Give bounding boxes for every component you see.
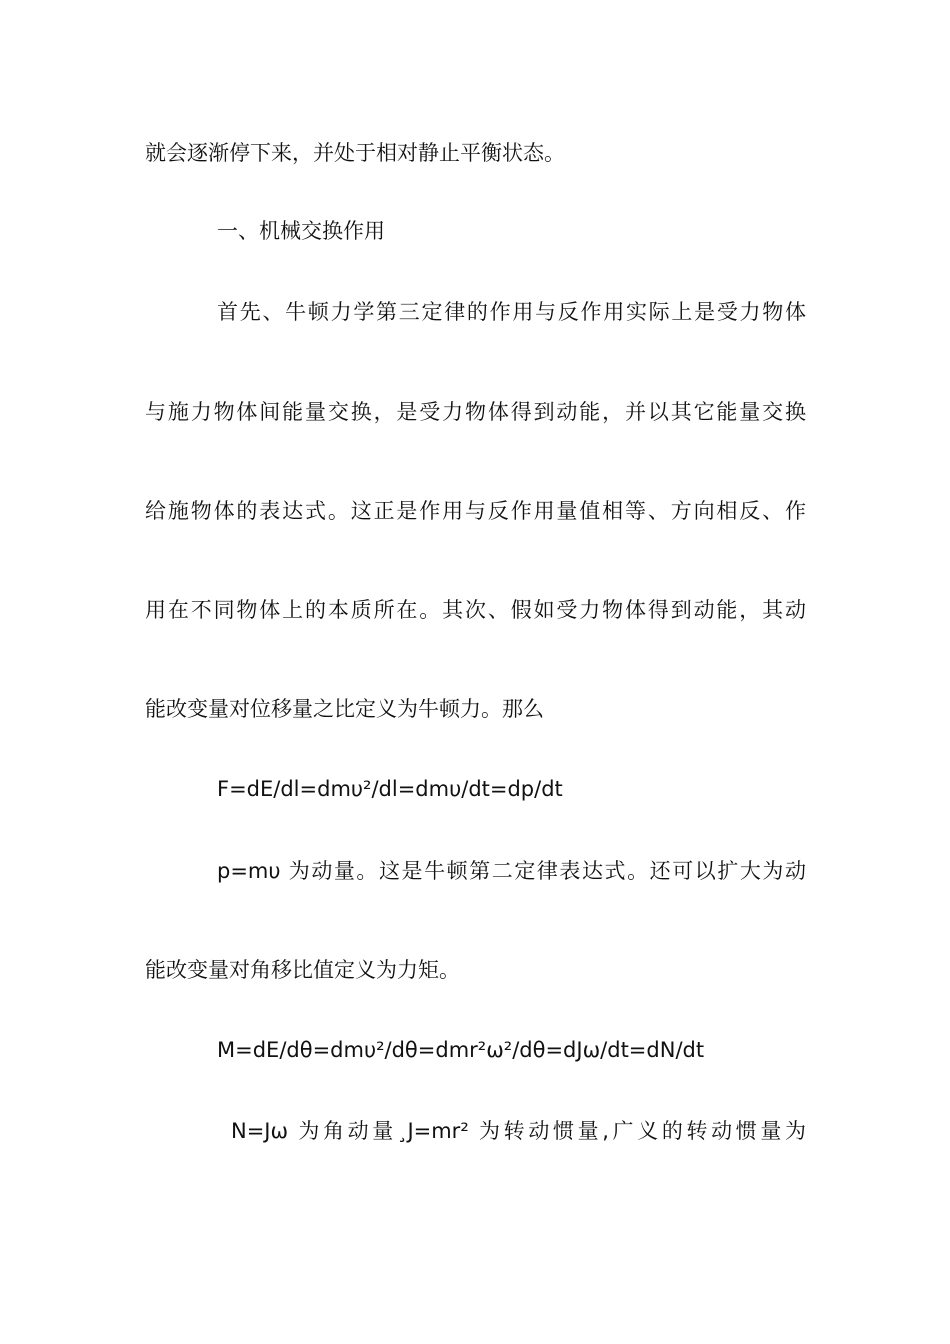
text-line: 就会逐渐停下来，并处于相对静止平衡状态。 <box>145 141 565 165</box>
paragraph-line: 用在不同物体上的本质所在。其次、假如受力物体得到动能，其动 <box>145 598 806 622</box>
paragraph-line: 与施力物体间能量交换，是受力物体得到动能，并以其它能量交换 <box>145 400 806 424</box>
paragraph-line: 给施物体的表达式。这正是作用与反作用量值相等、方向相反、作 <box>145 499 806 523</box>
formula-torque: M=dE/dθ=dmυ²/dθ=dmr²ω²/dθ=dJω/dt=dN/dt <box>217 1038 705 1062</box>
section-heading: 一、机械交换作用 <box>217 219 385 243</box>
paragraph-line: p=mυ 为动量。这是牛顿第二定律表达式。还可以扩大为动 <box>217 859 806 883</box>
paragraph-line: N=Jω 为角动量¸J=mr² 为转动惯量,广义的转动惯量为 <box>231 1119 806 1143</box>
paragraph-line: 能改变量对角移比值定义为力矩。 <box>145 958 460 982</box>
paragraph-line: 能改变量对位移量之比定义为牛顿力。那么 <box>145 697 544 721</box>
paragraph-line: 首先、牛顿力学第三定律的作用与反作用实际上是受力物体 <box>217 300 806 324</box>
formula-force: F=dE/dl=dmυ²/dl=dmυ/dt=dp/dt <box>217 777 563 801</box>
